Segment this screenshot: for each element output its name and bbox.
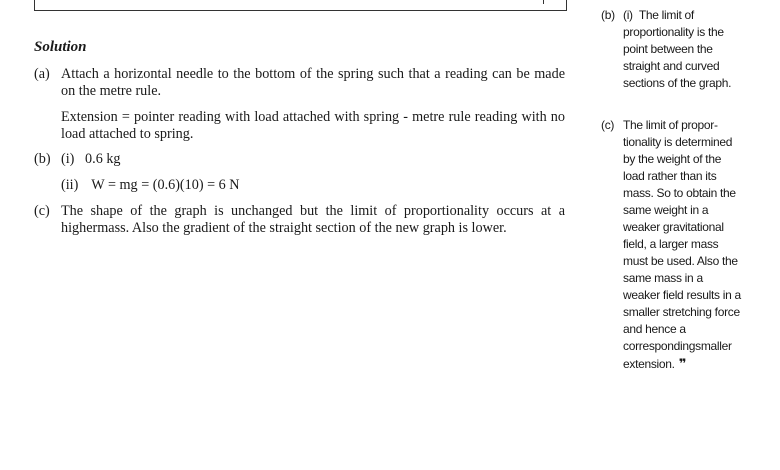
part-a-text: Attach a horizontal needle to the bottom of the spring such that a reading can be made on the metre rule. bbox=[61, 66, 565, 99]
part-c bbox=[34, 203, 565, 237]
part-b-label: (b) bbox=[34, 151, 51, 167]
solution-heading: Solution bbox=[34, 39, 87, 55]
part-a bbox=[34, 66, 565, 100]
part-b-ii-label: (ii) bbox=[61, 177, 79, 193]
closing-quote-icon: ❞ bbox=[678, 356, 687, 371]
part-b-ii bbox=[61, 177, 240, 194]
sidebar-b-i-label: (i) bbox=[623, 8, 633, 22]
sidebar-b-body bbox=[623, 7, 741, 92]
sidebar-note-b bbox=[601, 7, 741, 92]
extension-text: Extension = pointer reading with load attached with spring - metre rule reading with no load attached to spring. bbox=[61, 109, 565, 142]
box-mark bbox=[543, 0, 544, 4]
top-answer-box bbox=[34, 0, 567, 11]
sidebar-c-body bbox=[623, 117, 741, 373]
part-b bbox=[34, 151, 565, 168]
part-b-i-text: 0.6 kg bbox=[85, 151, 121, 167]
part-a-extension bbox=[34, 109, 565, 143]
part-b-i-label: (i) bbox=[61, 151, 75, 167]
part-c-label: (c) bbox=[34, 203, 50, 219]
part-b-ii-text: W = mg = (0.6)(10) = 6 N bbox=[91, 177, 240, 193]
part-a-label: (a) bbox=[34, 66, 50, 82]
sidebar-b-text: The limit of proportionality is the point between the straight and curved sections of the graph. bbox=[623, 8, 732, 90]
sidebar-note-c bbox=[601, 117, 741, 373]
part-c-text: The shape of the graph is unchanged but the limit of proportionality occurs at a highermass. Also the gradient of the straight section of the new graph is lower. bbox=[61, 203, 565, 236]
part-b-i bbox=[61, 151, 565, 168]
sidebar-c-label: (c) bbox=[601, 118, 615, 132]
sidebar-b-label: (b) bbox=[601, 8, 615, 22]
sidebar-c-text: The limit of propor-tionality is determined by the weight of the load rather than its mass. So to obtain the same weight in a weaker gravitational field, a larger mass must be used. Also the same mass in a weaker field results in a smaller stretching force and hence a correspondingsmaller extension. bbox=[623, 118, 741, 371]
